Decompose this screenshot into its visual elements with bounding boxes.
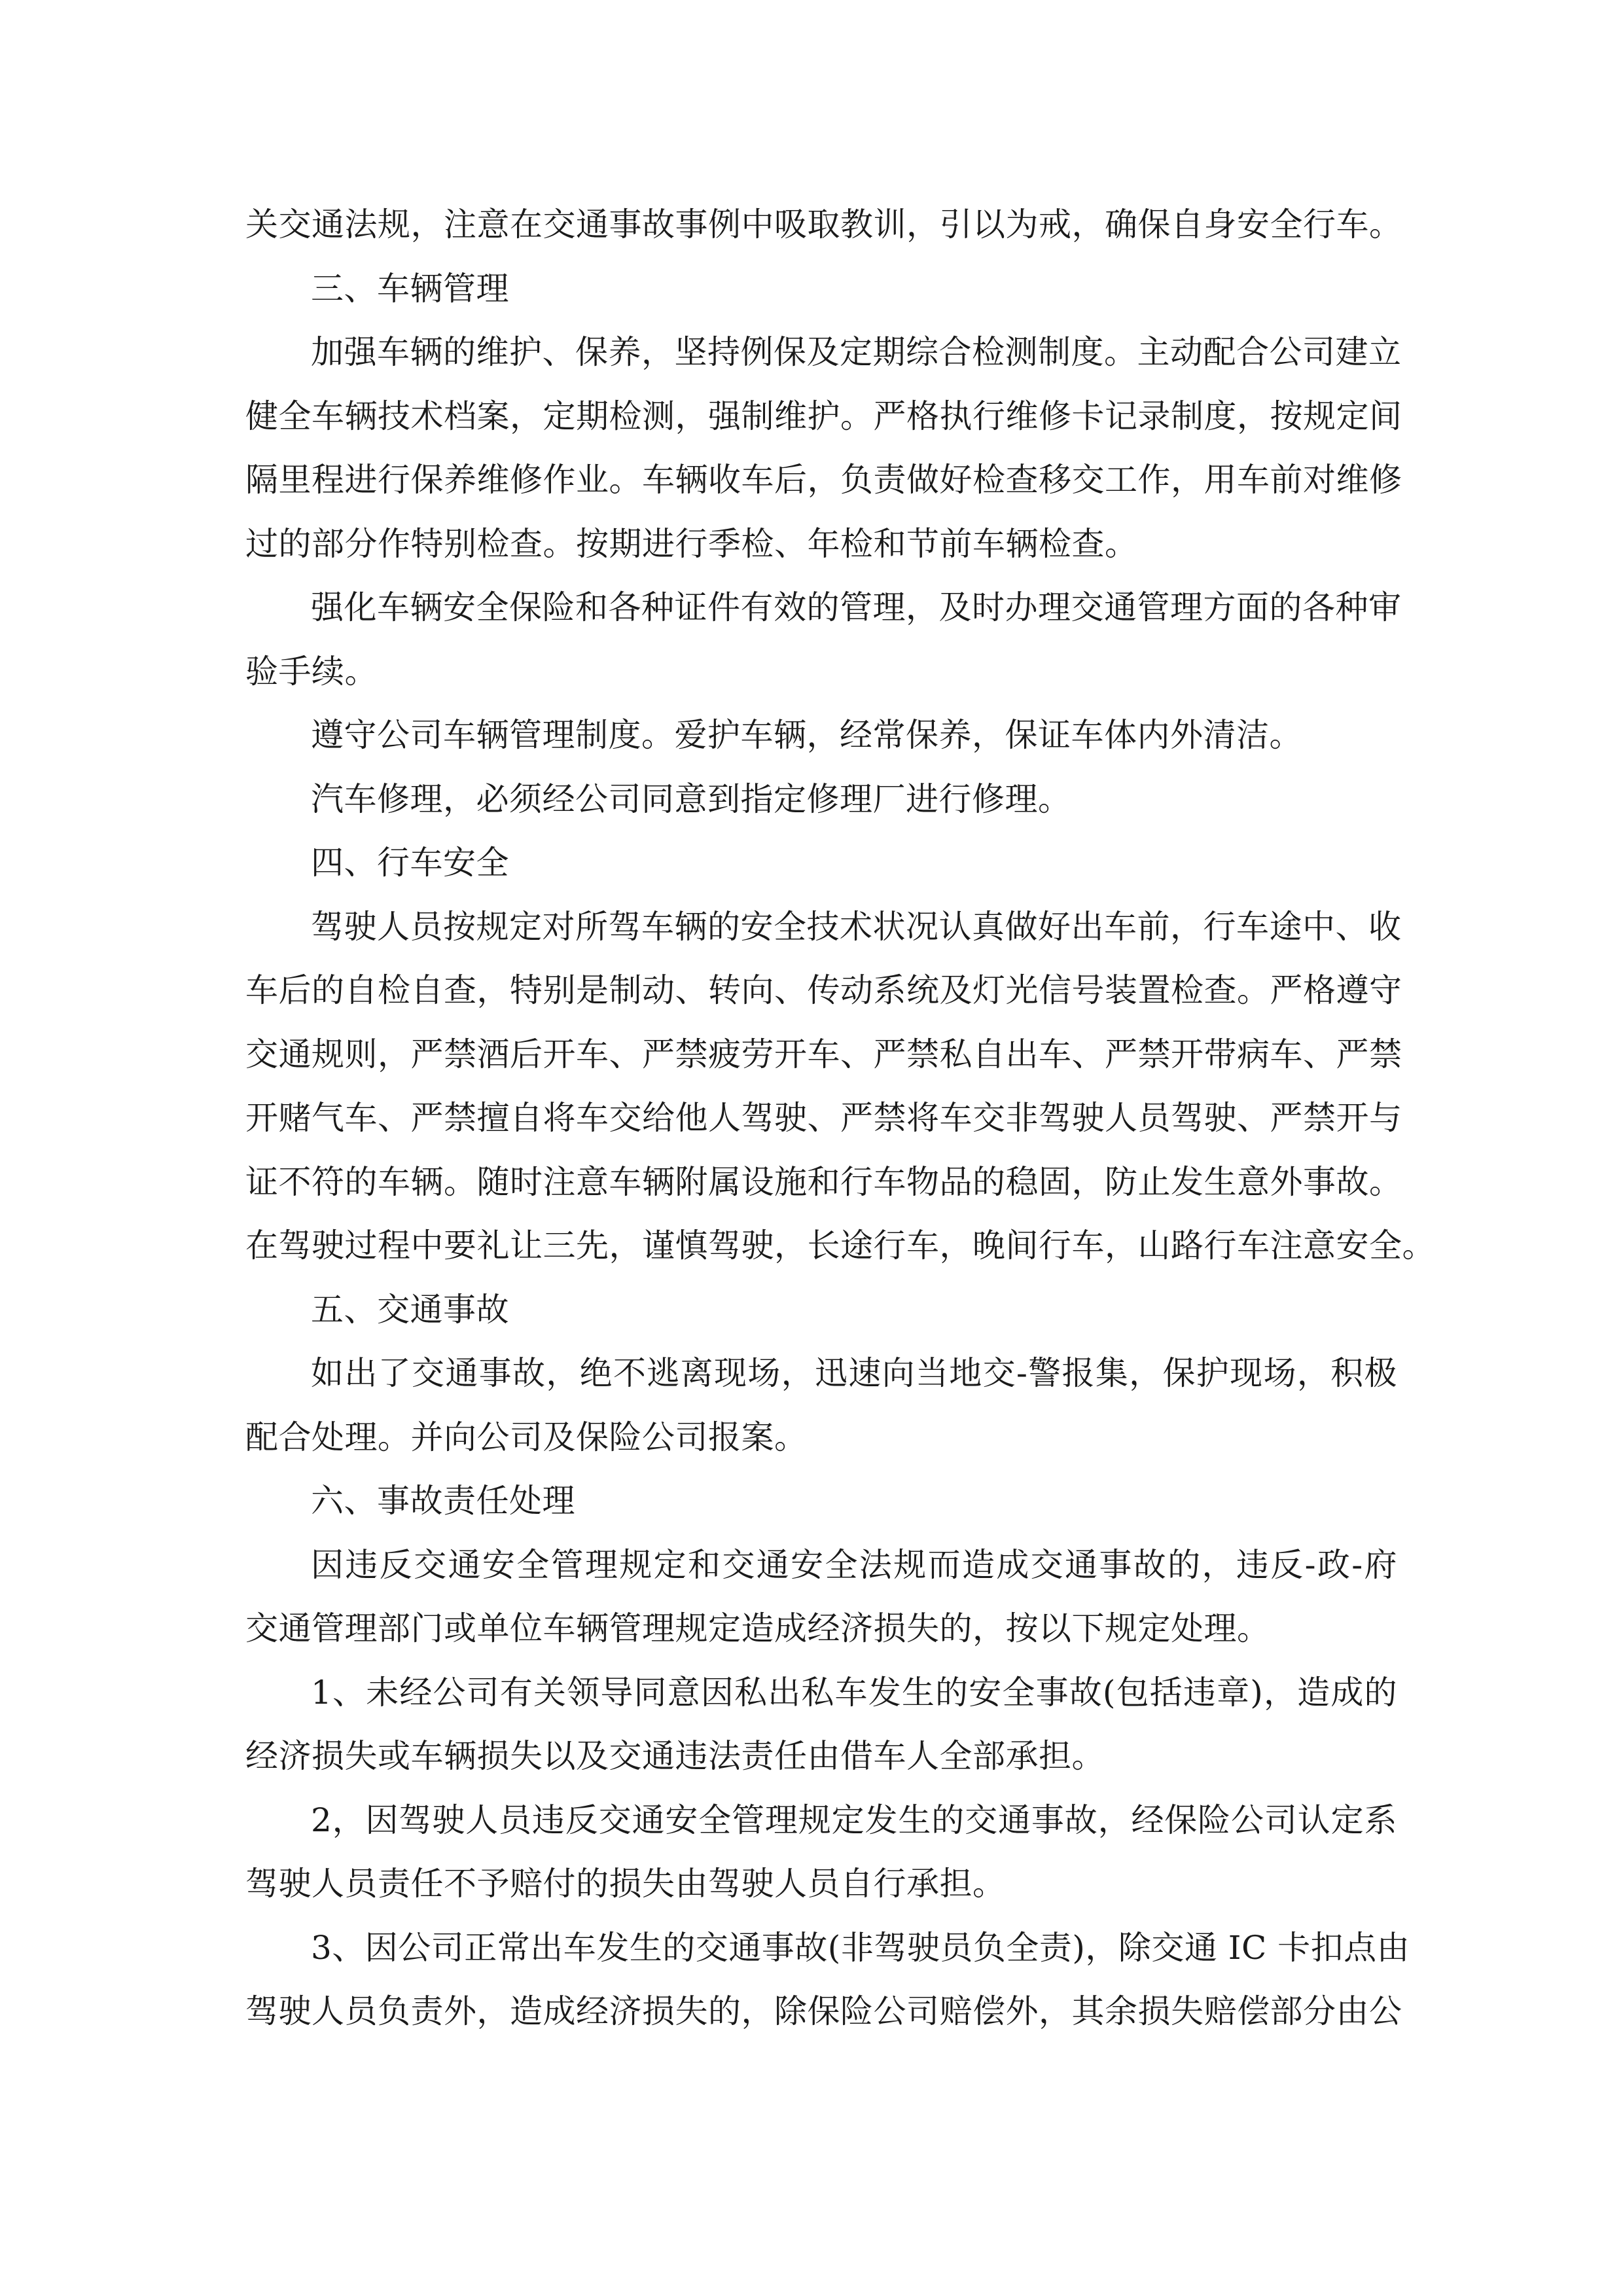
text-line: 关交通法规，注意在交通事故事例中吸取教训，引以为戒，确保自身安全行车。 (245, 206, 1402, 243)
document-page (245, 193, 1435, 2044)
text-line: 强化车辆安全保险和各种证件有效的管理，及时办理交通管理方面的各种审 (311, 588, 1402, 626)
text-line: 健全车辆技术档案，定期检测，强制维护。严格执行维修卡记录制度，按规定间 (245, 397, 1402, 435)
text-line: 加强车辆的维护、保养，坚持例保及定期综合检测制度。主动配合公司建立 (311, 333, 1402, 371)
text-line: 2，因驾驶人员违反交通安全管理规定发生的交通事故，经保险公司认定系 (311, 1801, 1397, 1839)
text-line: 隔里程进行保养维修作业。车辆收车后，负责做好检查移交工作，用车前对维修 (245, 461, 1402, 499)
text-line: 交通规则，严禁酒后开车、严禁疲劳开车、严禁私自出车、严禁开带病车、严禁 (245, 1035, 1402, 1073)
text-line: 三、车辆管理 (311, 269, 509, 308)
text-line: 开赌气车、严禁擅自将车交给他人驾驶、严禁将车交非驾驶人员驾驶、严禁开与 (245, 1099, 1402, 1137)
text-line: 如出了交通事故，绝不逃离现场，迅速向当地交-警报集，保护现场，积极 (311, 1354, 1397, 1392)
text-line: 车后的自检自查，特别是制动、转向、传动系统及灯光信号装置检查。严格遵守 (245, 971, 1402, 1009)
text-line: 四、行车安全 (311, 844, 509, 882)
text-line: 3、因公司正常出车发生的交通事故(非驾驶员负全责)，除交通 IC 卡扣点由 (311, 1928, 1410, 1967)
text-line: 驾驶人员负责外，造成经济损失的，除保险公司赔偿外，其余损失赔偿部分由公 (245, 1992, 1402, 2030)
text-line: 五、交通事故 (311, 1290, 509, 1329)
text-line: 驾驶人员按规定对所驾车辆的安全技术状况认真做好出车前，行车途中、收 (311, 907, 1402, 946)
text-line: 驾驶人员责任不予赔付的损失由驾驶人员自行承担。 (245, 1865, 1006, 1903)
text-line: 经济损失或车辆损失以及交通违法责任由借车人全部承担。 (245, 1737, 1105, 1775)
text-line: 过的部分作特别检查。按期进行季检、年检和节前车辆检查。 (245, 524, 1138, 563)
text-line: 验手续。 (245, 652, 378, 691)
text-line: 遵守公司车辆管理制度。爱护车辆，经常保养，保证车体内外清洁。 (311, 716, 1302, 754)
text-line: 1、未经公司有关领导同意因私出私车发生的安全事故(包括违章)，造成的 (311, 1673, 1397, 1712)
text-line: 交通管理部门或单位车辆管理规定造成经济损失的，按以下规定处理。 (245, 1609, 1270, 1647)
text-line: 汽车修理，必须经公司同意到指定修理厂进行修理。 (311, 780, 1071, 818)
text-line: 在驾驶过程中要礼让三先，谨慎驾驶，长途行车，晚间行车，山路行车注意安全。 (245, 1227, 1435, 1265)
text-line: 配合处理。并向公司及保险公司报案。 (245, 1418, 808, 1456)
text-line: 六、事故责任处理 (311, 1482, 575, 1520)
text-line: 因违反交通安全管理规定和交通安全法规而造成交通事故的，违反-政-府 (311, 1545, 1397, 1584)
text-line: 证不符的车辆。随时注意车辆附属设施和行车物品的稳固，防止发生意外事故。 (245, 1162, 1402, 1201)
